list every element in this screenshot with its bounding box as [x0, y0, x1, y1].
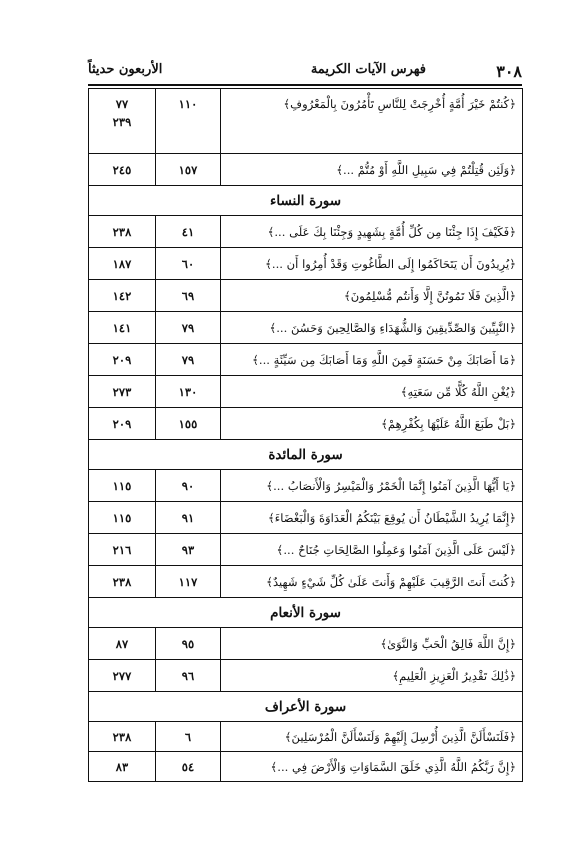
table-row — [89, 376, 523, 408]
verse-text: ﴿يَا أَيُّهَا الَّذِينَ آمَنُوا إِنَّمَا الْخَمْرُ وَالْمَيْسِرُ وَالْأَنصَابُ ...﴾ — [221, 470, 523, 502]
page-ref-cell — [89, 566, 156, 598]
page-ref: ٨٧ — [115, 636, 129, 651]
ayah-number: ٩٥ — [156, 628, 221, 660]
surah-heading-row — [89, 692, 523, 722]
page-ref-cell — [89, 280, 156, 312]
page-ref: ١١٥ — [112, 510, 132, 525]
table-row — [89, 216, 523, 248]
table-row — [89, 752, 523, 782]
ayah-number: ٤١ — [156, 216, 221, 248]
page-ref-cell — [89, 344, 156, 376]
page-ref-cell — [89, 312, 156, 344]
page-ref-cell — [89, 376, 156, 408]
table-row — [89, 280, 523, 312]
ayah-number: ١٥٧ — [156, 154, 221, 186]
surah-heading: سورة الأعراف — [89, 692, 523, 722]
verse-text: ﴿فَكَيْفَ إِذَا جِئْنَا مِن كُلِّ أُمَّةٍ بِشَهِيدٍ وَجِئْنَا بِكَ عَلَى ...﴾ — [221, 216, 523, 248]
verse-text: ﴿إِنَّ اللَّهَ فَالِقُ الْحَبِّ وَالنَّوَىٰ﴾ — [221, 628, 523, 660]
page-ref-cell — [89, 628, 156, 660]
page-ref: ١٨٧ — [112, 256, 132, 271]
page-number: ٣٠٨ — [496, 62, 522, 81]
page-ref: ٢٤٥ — [112, 162, 132, 177]
verse-text: ﴿ذَٰلِكَ تَقْدِيرُ الْعَزِيزِ الْعَلِيمِ﴾ — [221, 660, 523, 692]
verse-text: ﴿يُغْنِ اللَّهُ كُلًّا مِّن سَعَتِهِ﴾ — [221, 376, 523, 408]
page-ref: ٢٧٧ — [112, 668, 132, 683]
surah-heading-row — [89, 598, 523, 628]
page-ref-cell — [89, 534, 156, 566]
ayah-number: ٥٤ — [156, 752, 221, 782]
ayah-number: ١١٧ — [156, 566, 221, 598]
page-ref-cell — [89, 216, 156, 248]
table-row — [89, 344, 523, 376]
ayah-number: ٩١ — [156, 502, 221, 534]
table-row — [89, 248, 523, 280]
verse-index-table — [88, 88, 523, 782]
book-title: الأربعون حديثاً — [88, 62, 163, 77]
verse-text: ﴿كُنتَ أَنتَ الرَّقِيبَ عَلَيْهِمْ وَأَنتَ عَلَىٰ كُلِّ شَيْءٍ شَهِيدٌ﴾ — [221, 566, 523, 598]
page-ref: ٢٠٩ — [112, 416, 132, 431]
ayah-number: ٦ — [156, 722, 221, 752]
ayah-number: ٩٠ — [156, 470, 221, 502]
page-ref-cell — [89, 502, 156, 534]
verse-text: ﴿وَلَئِن قُتِلْتُمْ فِي سَبِيلِ اللَّهِ أَوْ مُتُّمْ ...﴾ — [221, 154, 523, 186]
page-ref: ٢٣٩ — [112, 115, 132, 129]
surah-heading: سورة المائدة — [89, 440, 523, 470]
table-row — [89, 502, 523, 534]
verse-text: ﴿بَلْ طَبَعَ اللَّهُ عَلَيْهَا بِكُفْرِهِمْ﴾ — [221, 408, 523, 440]
section-title: فهرس الآيات الكريمة — [310, 62, 426, 77]
page-ref: ٢٣٨ — [112, 729, 132, 744]
verse-text: ﴿مَا أَصَابَكَ مِنْ حَسَنَةٍ فَمِنَ اللَّهِ وَمَا أَصَابَكَ مِن سَيِّئَةٍ ...﴾ — [221, 344, 523, 376]
page-ref: ٢٧٣ — [112, 384, 132, 399]
table-row — [89, 312, 523, 344]
table-row — [89, 566, 523, 598]
surah-heading-row — [89, 440, 523, 470]
ayah-number: ٩٦ — [156, 660, 221, 692]
ayah-number: ١٥٥ — [156, 408, 221, 440]
verse-text: ﴿كُنتُمْ خَيْرَ أُمَّةٍ أُخْرِجَتْ لِلنَّاسِ تَأْمُرُونَ بِالْمَعْرُوفِ﴾ — [221, 89, 523, 154]
verse-text: ﴿إِنَّ رَبَّكُمُ اللَّهُ الَّذِي خَلَقَ السَّمَاوَاتِ وَالْأَرْضَ فِي ...﴾ — [221, 752, 523, 782]
page-ref-cell — [89, 408, 156, 440]
verse-text: ﴿النَّبِيِّينَ وَالصِّدِّيقِينَ وَالشُّهَدَاءِ وَالصَّالِحِينَ وَحَسُنَ ...﴾ — [221, 312, 523, 344]
table-row — [89, 89, 523, 154]
surah-heading-row — [89, 186, 523, 216]
page-ref: ١٤٢ — [112, 288, 132, 303]
verse-text: ﴿فَلَنَسْأَلَنَّ الَّذِينَ أُرْسِلَ إِلَيْهِمْ وَلَنَسْأَلَنَّ الْمُرْسَلِينَ﴾ — [221, 722, 523, 752]
table-row — [89, 408, 523, 440]
page-ref: ١٤١ — [112, 320, 132, 335]
page-ref-cell — [89, 722, 156, 752]
table-row — [89, 154, 523, 186]
verse-index-body — [89, 89, 523, 782]
page-ref-cell — [89, 470, 156, 502]
page-ref: ٢١٦ — [112, 542, 132, 557]
ayah-number: ١١٠ — [156, 89, 221, 154]
page-ref-cell — [89, 154, 156, 186]
page-ref: ٢٠٩ — [112, 352, 132, 367]
ayah-number: ١٣٠ — [156, 376, 221, 408]
page-ref-cell — [89, 660, 156, 692]
page-ref: ٢٣٨ — [112, 224, 132, 239]
table-row — [89, 470, 523, 502]
page-ref-cell — [89, 248, 156, 280]
verse-text: ﴿إِنَّمَا يُرِيدُ الشَّيْطَانُ أَن يُوقِعَ بَيْنَكُمُ الْعَدَاوَةَ وَالْبَغْضَاءَ﴾ — [221, 502, 523, 534]
header-rule — [88, 84, 522, 86]
ayah-number: ٧٩ — [156, 344, 221, 376]
page-ref: ٧٧ — [115, 97, 129, 111]
table-row — [89, 660, 523, 692]
table-row — [89, 534, 523, 566]
verse-text: ﴿لَيْسَ عَلَى الَّذِينَ آمَنُوا وَعَمِلُوا الصَّالِحَاتِ جُنَاحٌ ...﴾ — [221, 534, 523, 566]
surah-heading: سورة الأنعام — [89, 598, 523, 628]
page-ref: ١١٥ — [112, 478, 132, 493]
ayah-number: ٦٩ — [156, 280, 221, 312]
running-header — [88, 62, 522, 84]
ayah-number: ٦٠ — [156, 248, 221, 280]
verse-text: ﴿يُرِيدُونَ أَن يَتَحَاكَمُوا إِلَى الطَّاغُوتِ وَقَدْ أُمِرُوا أَن ...﴾ — [221, 248, 523, 280]
ayah-number: ٧٩ — [156, 312, 221, 344]
page-ref: ٨٣ — [115, 759, 129, 774]
page-ref: ٢٣٨ — [112, 574, 132, 589]
table-row — [89, 722, 523, 752]
surah-heading: سورة النساء — [89, 186, 523, 216]
table-row — [89, 628, 523, 660]
page-ref-cell — [89, 89, 156, 154]
page-ref-cell — [89, 752, 156, 782]
verse-text: ﴿الَّذِينَ فَلَا تَمُوتُنَّ إِلَّا وَأَنتُم مُّسْلِمُونَ﴾ — [221, 280, 523, 312]
ayah-number: ٩٣ — [156, 534, 221, 566]
